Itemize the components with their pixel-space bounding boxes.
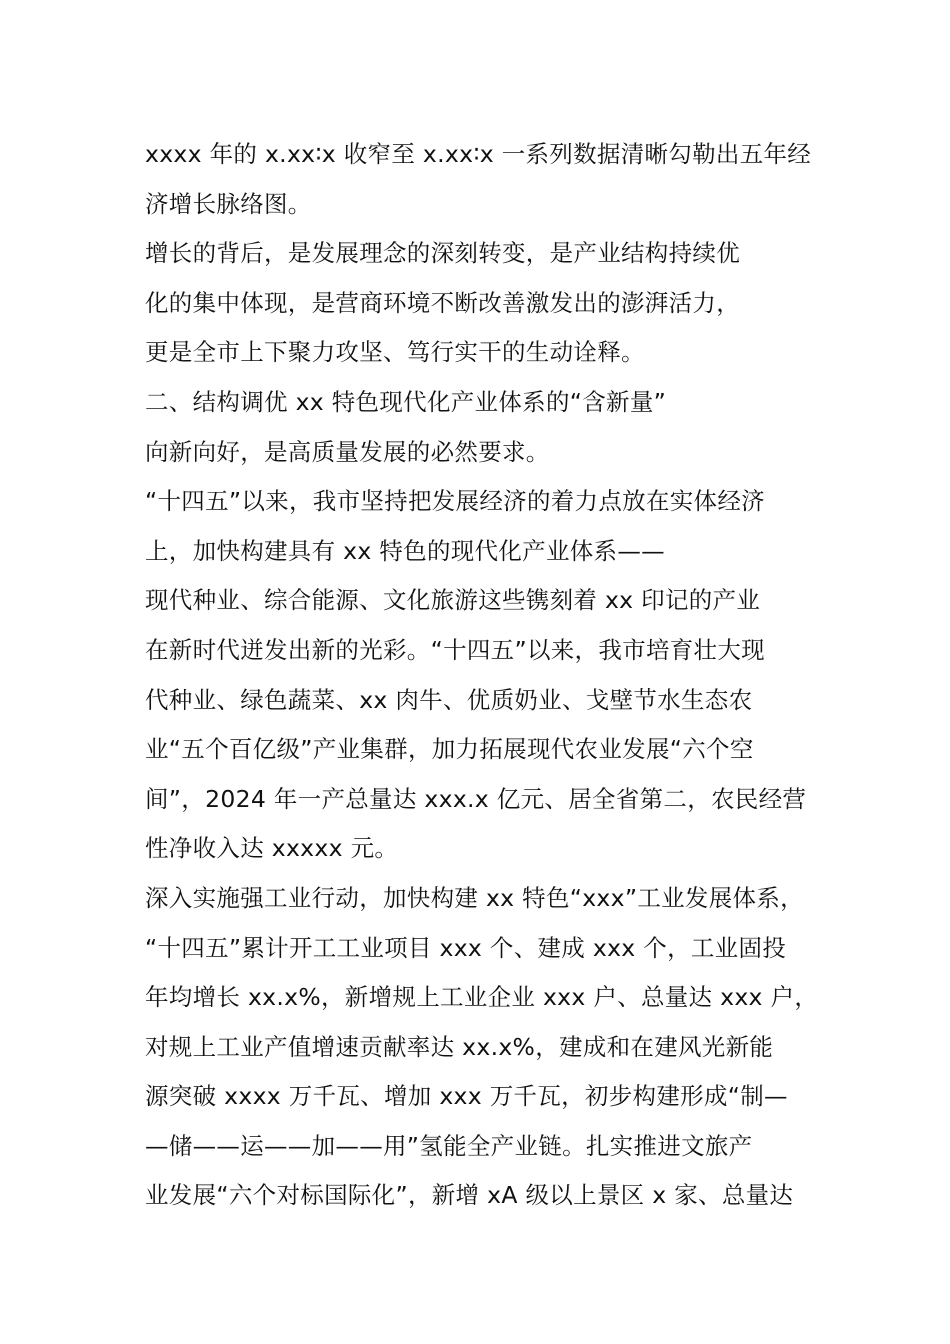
text-line: 间”，2024 年一产总量达 xxx.x 亿元、居全省第二，农民经营 bbox=[145, 784, 807, 813]
text-line: 业发展“六个对标国际化”，新增 xA 级以上景区 x 家、总量达 bbox=[145, 1181, 794, 1210]
body-text bbox=[145, 130, 820, 1221]
text-line: 化的集中体现，是营商环境不断改善激发出的澎湃活力， bbox=[145, 288, 740, 317]
text-line: 性净收入达 xxxxx 元。 bbox=[145, 834, 399, 863]
text-line: xxxx 年的 x.xx∶x 收窄至 x.xx∶x 一系列数据清晰勾勒出五年经 bbox=[145, 140, 812, 168]
text-line: 对规上工业产值增速贡献率达 xx.x%，建成和在建风光新能 bbox=[145, 1032, 774, 1061]
text-line: 上，加快构建具有 xx 特色的现代化产业体系—— bbox=[145, 536, 665, 565]
text-line: “十四五”以来，我市坚持把发展经济的着力点放在实体经济 bbox=[145, 487, 765, 516]
section-heading: 二、结构调优 xx 特色现代化产业体系的“含新量” bbox=[145, 387, 667, 416]
text-line: 济增长脉络图。 bbox=[145, 189, 312, 218]
text-line: “十四五”累计开工工业项目 xxx 个、建成 xxx 个，工业固投 bbox=[145, 933, 787, 962]
text-line: 现代种业、综合能源、文化旅游这些镌刻着 xx 印记的产业 bbox=[145, 586, 761, 615]
text-line: 源突破 xxxx 万千瓦、增加 xxx 万千瓦，初步构建形成“制— bbox=[145, 1082, 788, 1111]
text-line: 在新时代迸发出新的光彩。“十四五”以来，我市培育壮大现 bbox=[145, 635, 765, 664]
text-line: 代种业、绿色蔬菜、xx 肉牛、优质奶业、戈壁节水生态农 bbox=[145, 685, 753, 714]
text-line: 业“五个百亿级”产业集群，加力拓展现代农业发展“六个空 bbox=[145, 735, 754, 764]
text-line: 增长的背后，是发展理念的深刻转变，是产业结构持续优 bbox=[145, 239, 740, 268]
text-line: —储——运——加——用”氢能全产业链。扎实推进文旅产 bbox=[145, 1131, 753, 1160]
text-line: 向新向好，是高质量发展的必然要求。 bbox=[145, 437, 550, 466]
text-line: 深入实施强工业行动，加快构建 xx 特色“xxx”工业发展体系， bbox=[145, 883, 804, 912]
text-line: 年均增长 xx.x%，新增规上工业企业 xxx 户、总量达 xxx 户， bbox=[145, 983, 819, 1012]
text-line: 更是全市上下聚力攻坚、笃行实干的生动诠释。 bbox=[145, 338, 645, 367]
